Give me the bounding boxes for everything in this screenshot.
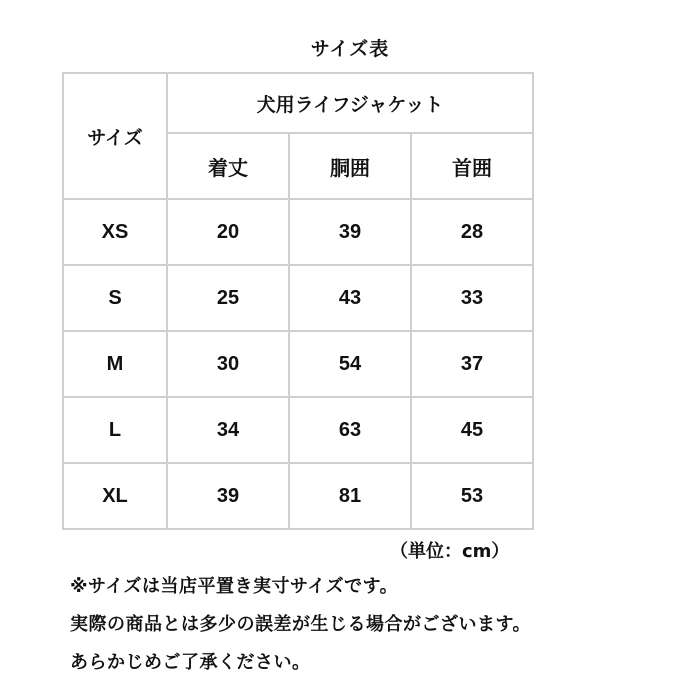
- size-cell: XL: [63, 463, 167, 529]
- value-cell: 39: [289, 199, 411, 265]
- column-header: 首囲: [411, 133, 533, 199]
- page-title: サイズ表: [310, 38, 390, 60]
- value-cell: 43: [289, 265, 411, 331]
- column-header: 着丈: [167, 133, 289, 199]
- value-cell: 30: [167, 331, 289, 397]
- value-cell: 53: [411, 463, 533, 529]
- unit-note: （単位：cm）: [390, 541, 510, 562]
- size-table: [62, 72, 534, 530]
- table-row: [63, 463, 533, 529]
- value-cell: 34: [167, 397, 289, 463]
- size-cell: M: [63, 331, 167, 397]
- note-line: あらかじめご了承ください。: [70, 652, 311, 673]
- table-row: [63, 331, 533, 397]
- value-cell: 25: [167, 265, 289, 331]
- value-cell: 37: [411, 331, 533, 397]
- note-line: ※サイズは当店平置き実寸サイズです。: [70, 576, 399, 597]
- size-cell: L: [63, 397, 167, 463]
- value-cell: 20: [167, 199, 289, 265]
- value-cell: 33: [411, 265, 533, 331]
- size-cell: XS: [63, 199, 167, 265]
- value-cell: 81: [289, 463, 411, 529]
- corner-header: サイズ: [63, 73, 167, 199]
- table-row: [63, 397, 533, 463]
- column-header: 胴囲: [289, 133, 411, 199]
- size-cell: S: [63, 265, 167, 331]
- value-cell: 39: [167, 463, 289, 529]
- group-header: 犬用ライフジャケット: [167, 73, 533, 133]
- value-cell: 63: [289, 397, 411, 463]
- table-row: [63, 265, 533, 331]
- note-line: 実際の商品とは多少の誤差が生じる場合がございます。: [70, 614, 532, 635]
- value-cell: 45: [411, 397, 533, 463]
- table-row: [63, 199, 533, 265]
- value-cell: 28: [411, 199, 533, 265]
- value-cell: 54: [289, 331, 411, 397]
